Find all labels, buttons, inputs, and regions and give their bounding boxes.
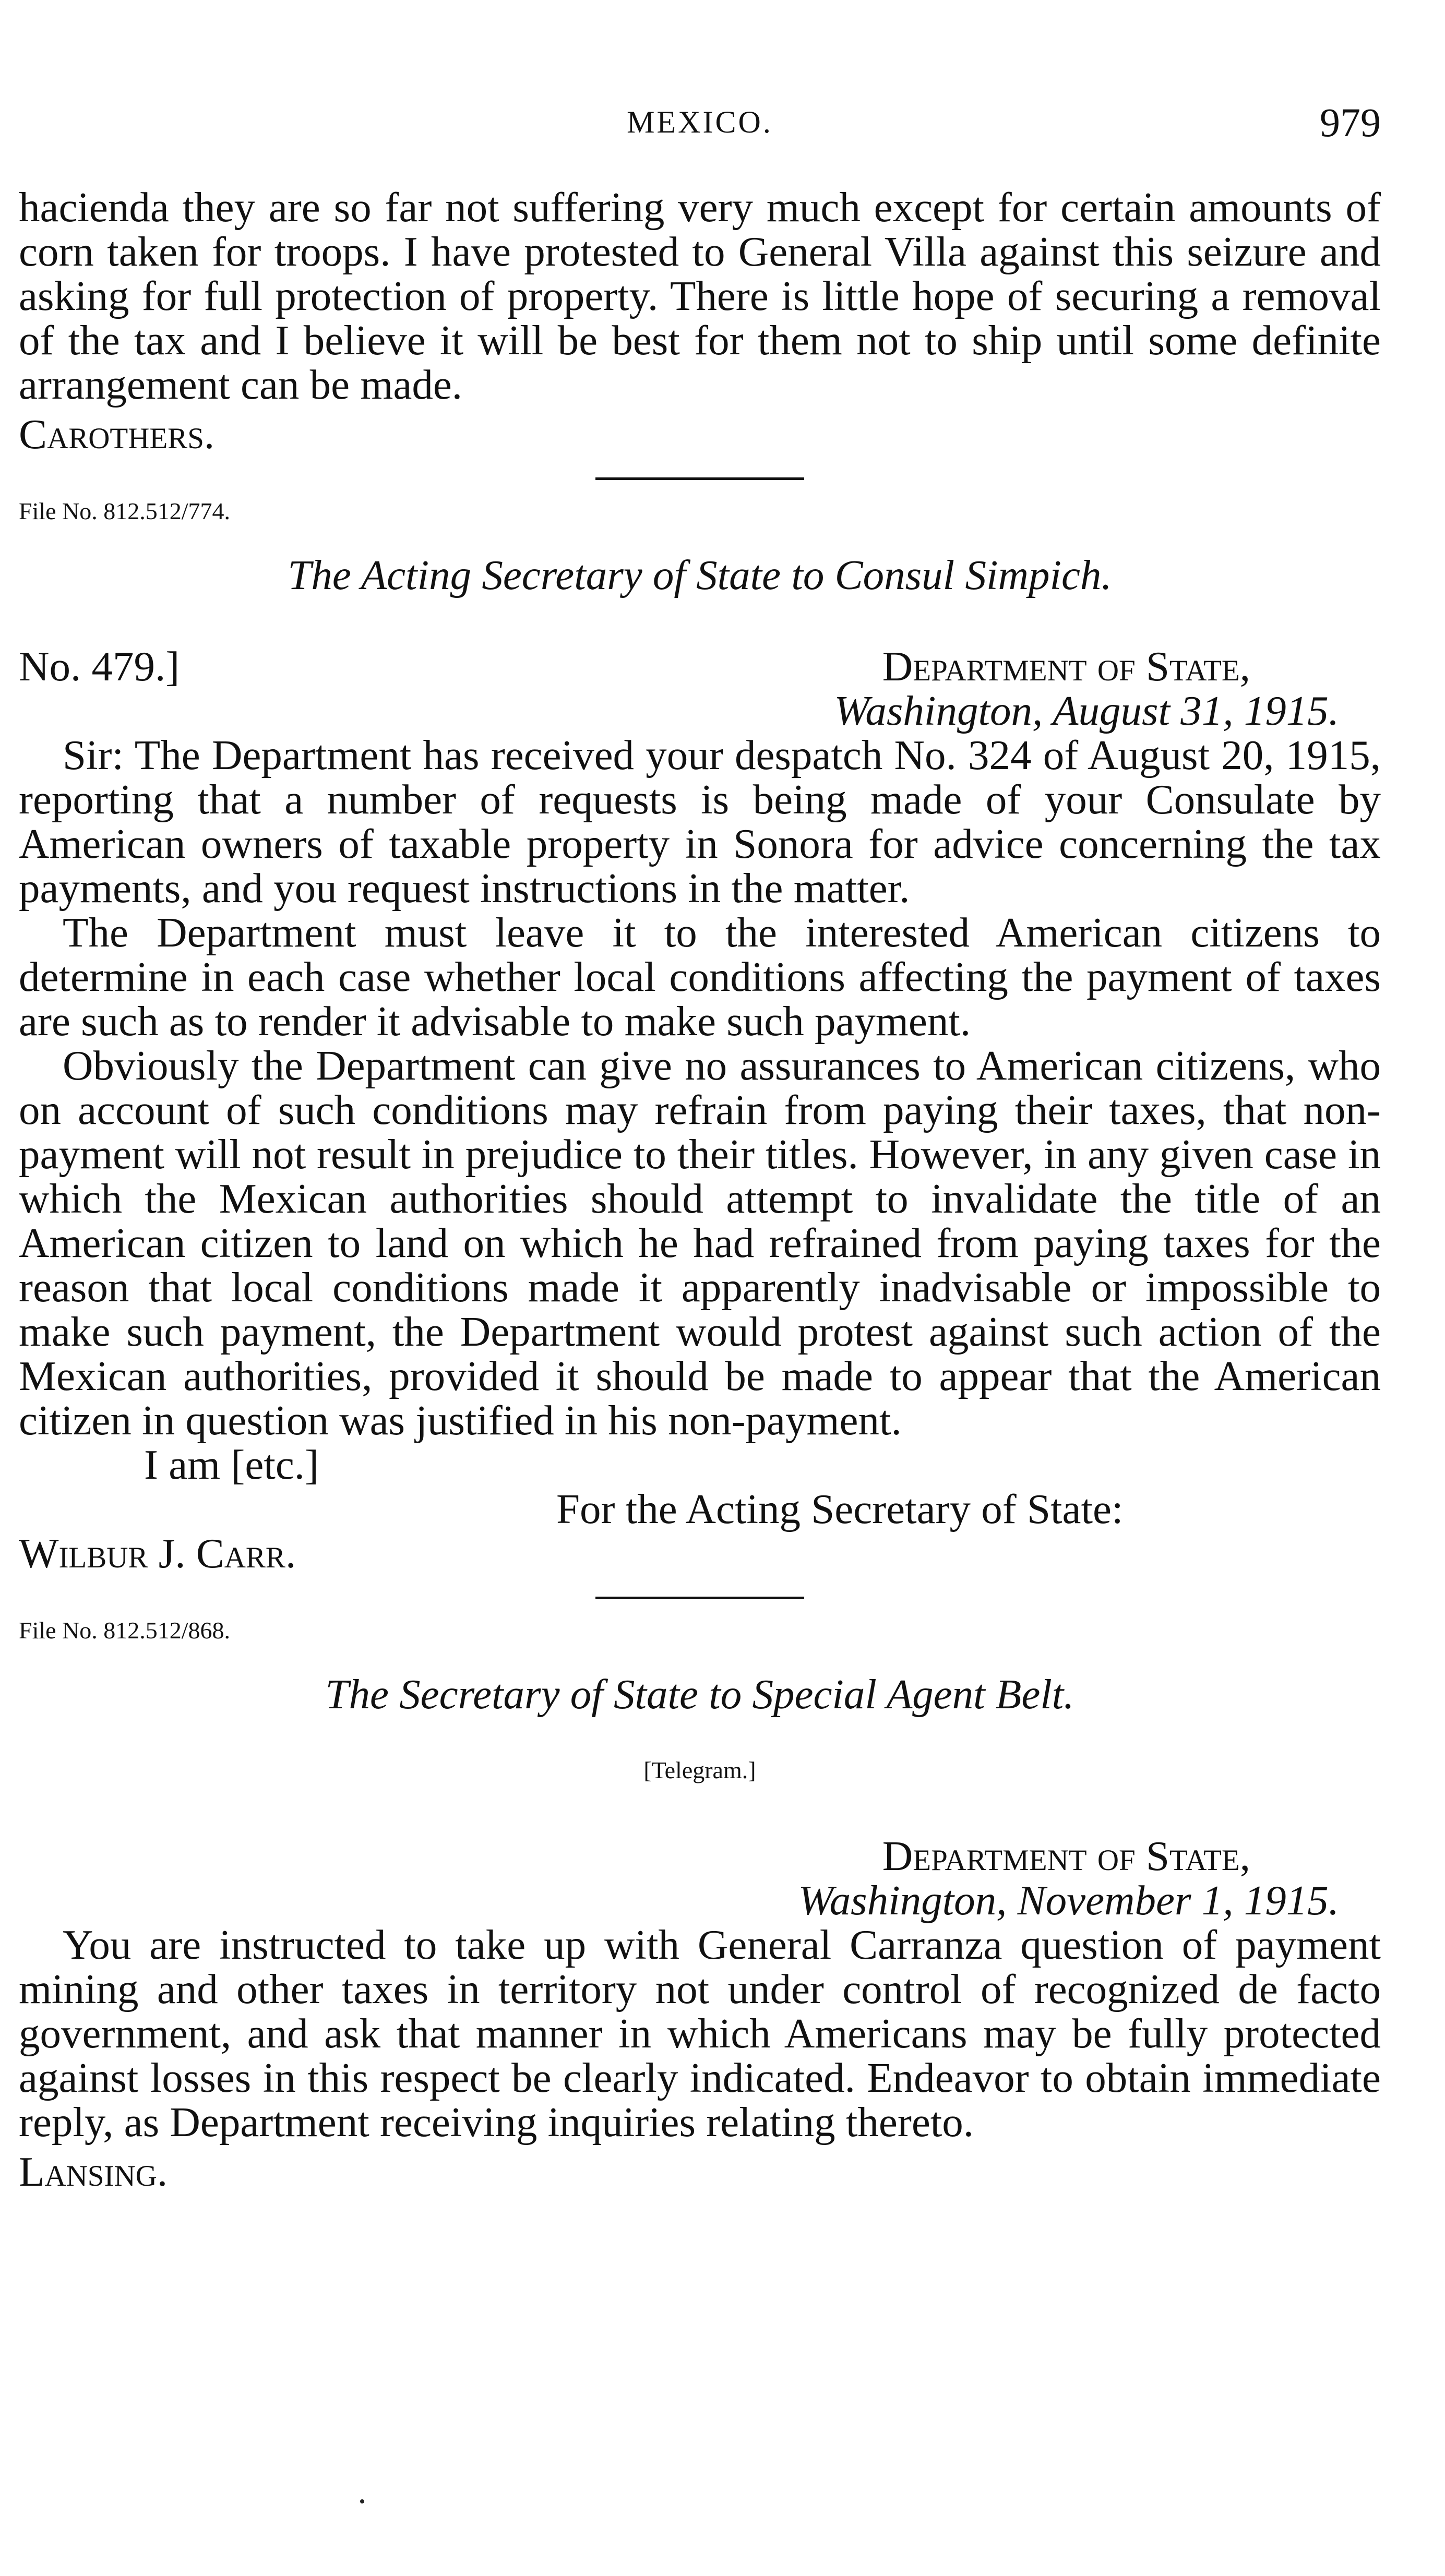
telegram-label: [Telegram.] (643, 1757, 756, 1783)
for-line: For the Acting Secretary of State: (556, 1485, 1124, 1532)
section-divider (595, 1597, 804, 1599)
document-title: The Acting Secretary of State to Consul Simpich. (288, 552, 1112, 598)
signature-carothers: Carothers. (19, 411, 215, 458)
file-number: File No. 812.512/868. (19, 1617, 231, 1644)
page-number: 979 (1320, 100, 1381, 145)
department-heading: Department of State, (882, 643, 1250, 690)
signature-lansing: Lansing. (19, 2148, 168, 2195)
continued-paragraph: hacienda they are so far not suffering very much except for certain amounts of corn taken for troops. I have protested to General Villa against this seizure and asking for full protection of property. There is little hope of securing a removal of the tax and I believe it will be best for them not to ship until some definite arrangement can be made. (19, 184, 1381, 408)
page-header (19, 99, 1381, 157)
closing-line: I am [etc.] (144, 1441, 319, 1488)
page-body (19, 185, 1381, 2194)
paragraph: You are instructed to take up with General Carranza question of payment mining and other taxes in territory not under control of recognized de facto government, and ask that manner in which Americans may be fully protected against losses in this respect be clearly indicated. Endeavor to obtain immediate reply, as Department receiving inquiries relating thereto. (19, 1921, 1381, 2146)
running-head: MEXICO. (627, 105, 773, 139)
paragraph: Obviously the Department can give no assurances to American citizens, who on account of such conditions may refrain from paying their taxes, that non-payment will not result in prejudice to their titles. However, in any given case in which the Mexican authorities should attempt to invalidate the title of an American citizen to land on which he had refrained from paying taxes for the reason that local conditions made it apparently inadvisable or impossible to make such payment, the Department would protest against such action of the Mexican authorities, provided it should be made to appear that the American citizen in question was justified in his non-payment. (19, 1042, 1381, 1444)
place-date: Washington, November 1, 1915. (798, 1877, 1339, 1924)
department-heading: Department of State, (882, 1832, 1250, 1879)
section-divider (595, 477, 804, 480)
print-speck (360, 2499, 364, 2503)
paragraph: Sir: The Department has received your despatch No. 324 of August 20, 1915, reporting that a number of requests is being made of your Consulate by American owners of taxable property in Sonora for advice concerning the tax payments, and you request instructions in the matter. (19, 732, 1381, 912)
paragraph: The Department must leave it to the interested American citizens to determine in each case whether local conditions affecting the payment of taxes are such as to render it advisable to make such payment. (19, 909, 1381, 1045)
document-title: The Secretary of State to Special Agent Belt. (325, 1671, 1074, 1718)
despatch-number: No. 479.] (19, 643, 180, 690)
file-number: File No. 812.512/774. (19, 498, 231, 524)
signature-carr: Wilbur J. Carr. (19, 1530, 296, 1577)
dateline (19, 644, 1381, 733)
place-date: Washington, August 31, 1915. (834, 687, 1339, 734)
dateline (19, 1834, 1381, 1923)
